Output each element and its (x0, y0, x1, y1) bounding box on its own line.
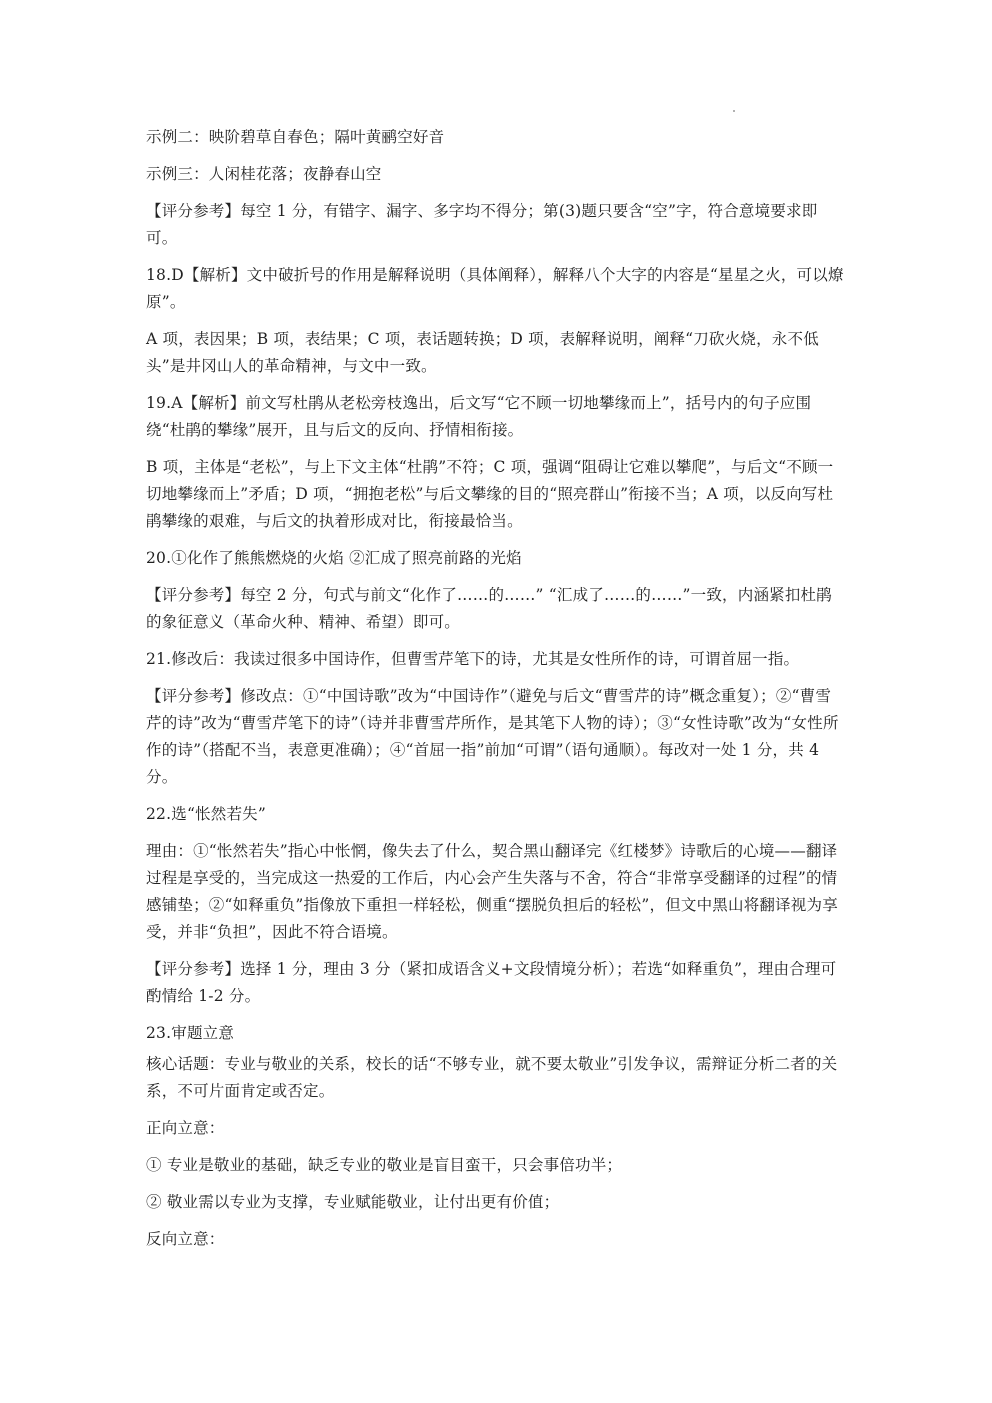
negative-heading: 反向立意： (146, 1230, 225, 1248)
example-two: 示例二：映阶碧草自春色；隔叶黄鹂空好音 (146, 128, 445, 146)
scan-speck (733, 110, 735, 112)
answer-22: 22.选“怅然若失” (146, 805, 266, 823)
answer-21: 21.修改后：我读过很多中国诗作，但曹雪芹笔下的诗，尤其是女性所作的诗，可谓首屈一指。 (146, 650, 800, 668)
positive-point-1: ① 专业是敬业的基础，缺乏专业的敬业是盲目蛮干，只会事倍功半； (146, 1156, 623, 1174)
scoring-ref-22: 【评分参考】选择 1 分，理由 3 分（紧扣成语含义+文段情境分析）；若选“如释重负”，理由合理可酌情给 1-2 分。 (146, 960, 837, 1005)
answer-20: 20.①化作了熊熊燃烧的火焰 ②汇成了照亮前路的光焰 (146, 549, 522, 567)
answer-18-options: A 项，表因果；B 项，表结果；C 项，表话题转换；D 项，表解释说明，阐释“刀砍火烧，永不低头”是井冈山人的革命精神，与文中一致。 (146, 330, 819, 375)
positive-point-2: ② 敬业需以专业为支撑，专业赋能敬业，让付出更有价值； (146, 1193, 560, 1211)
scoring-ref-20: 【评分参考】每空 2 分，句式与前文“化作了……的……” “汇成了……的……”一致，内涵紧扣杜鹃的象征意义（革命火种、精神、希望）即可。 (146, 586, 832, 631)
example-three: 示例三：人闲桂花落；夜静春山空 (146, 165, 382, 183)
answer-19-options: B 项，主体是“老松”，与上下文主体“杜鹃”不符；C 项，强调“阻碍让它难以攀爬”，与后文“不顾一切地攀缘而上”矛盾；D 项，“拥抱老松”与后文攀缘的目的“照亮群山”衔接不当；A 项，以反向写杜鹃攀缘的艰难，与后文的执着形成对比，衔接最恰当。 (146, 458, 834, 530)
answer-19: 19.A【解析】前文写杜鹃从老松旁枝逸出，后文写“它不顾一切地攀缘而上”，括号内的句子应围绕“杜鹃的攀缘”展开，且与后文的反向、抒情相衔接。 (146, 394, 812, 439)
positive-heading: 正向立意： (146, 1119, 225, 1137)
answer-23-heading: 23.审题立意 (146, 1024, 235, 1042)
scoring-ref-21: 【评分参考】修改点：①“中国诗歌”改为“中国诗作”（避免与后文“曹雪芹的诗”概念重复）；②“曹雪芹的诗”改为“曹雪芹笔下的诗”（诗并非曹雪芹所作，是其笔下人物的诗）；③“女性诗歌”改为“女性所作的诗”（搭配不当，表意更准确）；④“首屈一指”前加“可谓”（语句通顺）。每改对一处 1 分，共 4 分。 (146, 687, 839, 786)
answer-content (146, 124, 846, 1263)
core-topic: 核心话题：专业与敬业的关系，校长的话“不够专业，就不要太敬业”引发争议，需辩证分析二者的关系，不可片面肯定或否定。 (146, 1055, 838, 1100)
answer-22-reason: 理由：①“怅然若失”指心中怅惘，像失去了什么，契合黑山翻译完《红楼梦》诗歌后的心境——翻译过程是享受的，当完成这一热爱的工作后，内心会产生失落与不舍，符合“非常享受翻译的过程”的情感铺垫；②“如释重负”指像放下重担一样轻松，侧重“摆脱负担后的轻松”，但文中黑山将翻译视为享受，并非“负担”，因此不符合语境。 (146, 842, 838, 941)
scoring-ref-17: 【评分参考】每空 1 分，有错字、漏字、多字均不得分；第(3)题只要含“空”字，符合意境要求即可。 (146, 202, 818, 247)
answer-18: 18.D【解析】文中破折号的作用是解释说明（具体阐释），解释八个大字的内容是“星星之火，可以燎原”。 (146, 266, 844, 311)
